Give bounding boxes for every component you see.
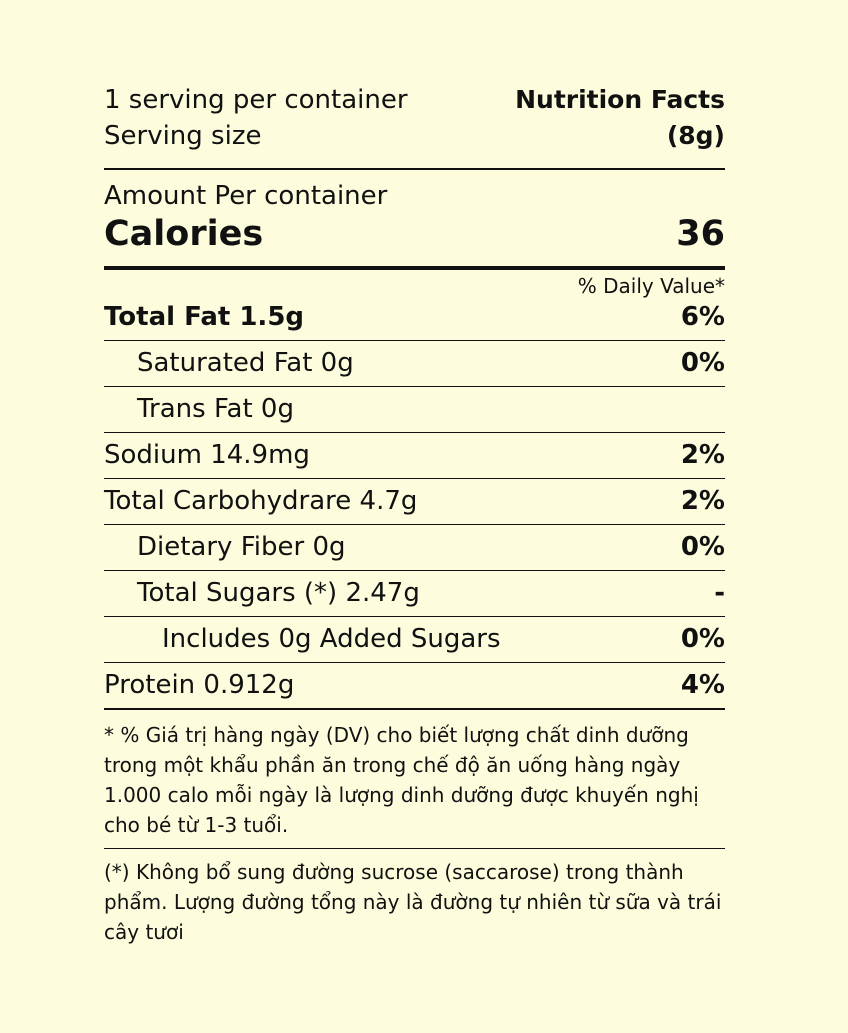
nutrient-percent: 4%	[680, 670, 725, 700]
nutrient-percent: -	[714, 578, 725, 608]
nutrient-row-trans-fat	[104, 387, 725, 433]
nutrient-name: Total Sugars (*) 2.47g	[137, 578, 420, 608]
amount-per-container: Amount Per container	[104, 181, 388, 211]
nutrient-percent: 2%	[680, 486, 725, 516]
divider	[104, 168, 725, 170]
nutrient-row-saturated-fat	[104, 341, 725, 387]
nutrient-row-total-fat	[104, 300, 725, 341]
nutrient-percent: 0%	[680, 348, 725, 378]
nutrient-row-total-carbohydrate	[104, 479, 725, 525]
nutrient-percent: 0%	[680, 532, 725, 562]
nutrient-row-protein	[104, 663, 725, 710]
nutrient-row-sodium	[104, 433, 725, 479]
calories-value: 36	[676, 214, 725, 254]
nutrition-facts-panel	[104, 82, 725, 947]
header-row-1	[104, 82, 725, 118]
nutrient-percent: 6%	[680, 302, 725, 332]
nutrient-row-total-sugars	[104, 571, 725, 617]
nutrient-percent: 2%	[680, 440, 725, 470]
daily-value-header: % Daily Value*	[577, 274, 725, 298]
nutrient-name: Saturated Fat 0g	[137, 348, 354, 378]
sugar-footnote: (*) Không bổ sung đường sucrose (saccarose) trong thành phẩm. Lượng đường tổng này là đường tự nhiên từ sữa và trái cây tươi	[104, 860, 722, 944]
serving-size-label: Serving size	[104, 121, 262, 151]
nutrient-name: Dietary Fiber 0g	[137, 532, 346, 562]
calories-row	[104, 212, 725, 256]
divider-thick	[104, 266, 725, 270]
nutrition-facts-title: Nutrition Facts	[515, 85, 725, 114]
daily-value-footnote: * % Giá trị hàng ngày (DV) cho biết lượng chất dinh dưỡng trong một khẩu phần ăn trong chế độ ăn uống hàng ngày 1.000 calo mỗi ngày là lượng dinh dưỡng được khuyến nghị cho bé từ 1-3 tuổi.	[104, 723, 699, 837]
nutrient-name: Total Carbohydrare 4.7g	[104, 486, 418, 516]
nutrient-name: Trans Fat 0g	[137, 394, 294, 424]
nutrient-name: Includes 0g Added Sugars	[162, 624, 501, 654]
header-row-2	[104, 118, 725, 154]
calories-label: Calories	[104, 214, 264, 254]
serving-size-value: (8g)	[666, 121, 725, 150]
nutrient-name: Total Fat 1.5g	[104, 302, 305, 332]
nutrient-row-added-sugars	[104, 617, 725, 663]
servings-per-container: 1 serving per container	[104, 85, 408, 115]
nutrient-percent: 0%	[680, 624, 725, 654]
nutrient-row-dietary-fiber	[104, 525, 725, 571]
nutrient-name: Sodium 14.9mg	[104, 440, 310, 470]
nutrient-name: Protein 0.912g	[104, 670, 295, 700]
